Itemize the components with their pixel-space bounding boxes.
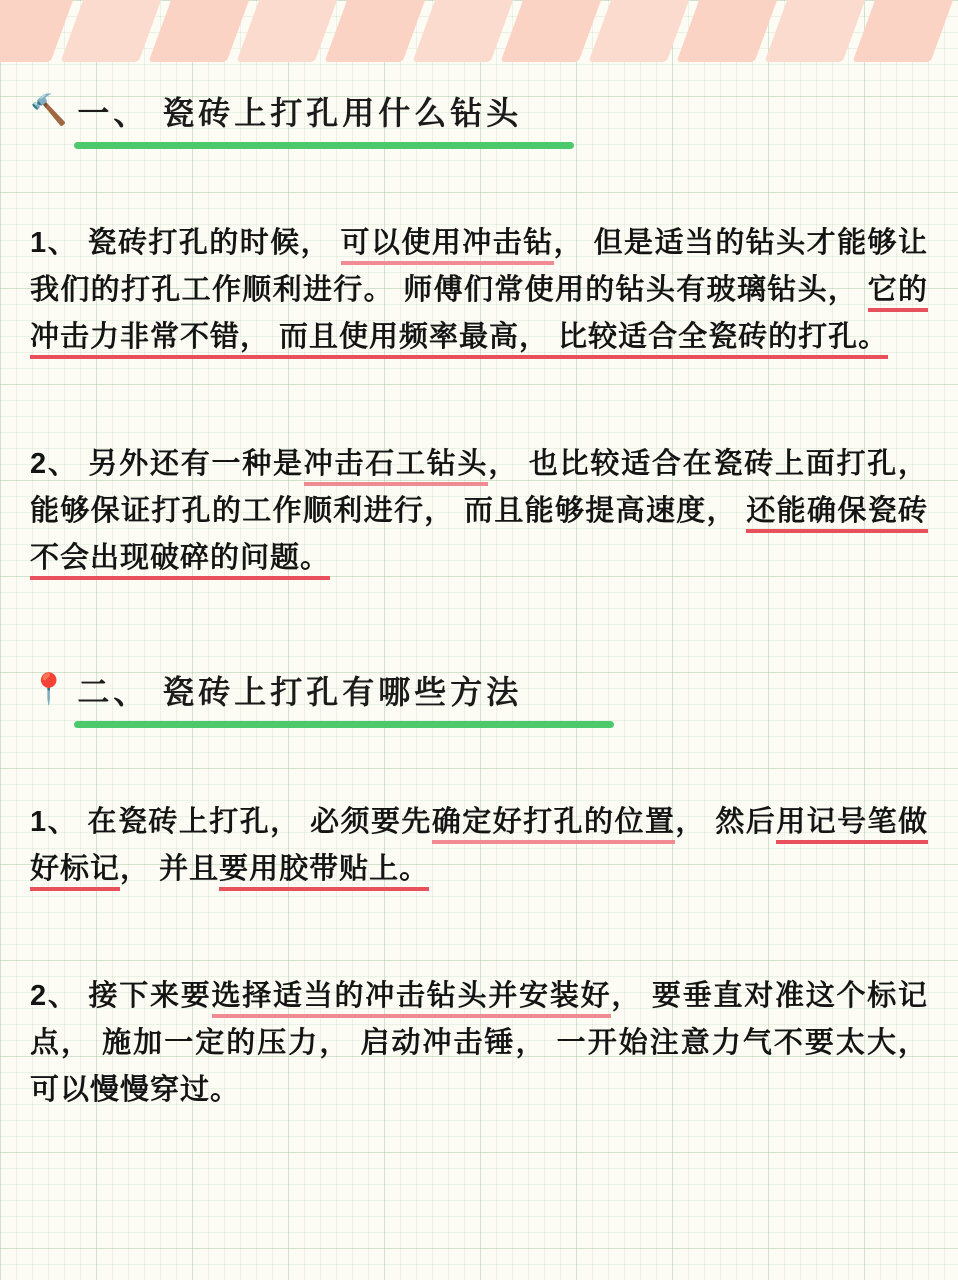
section-2-paragraph-2	[30, 973, 928, 1114]
highlight-run: 选择适当的冲击钻头并安装好	[212, 980, 612, 1018]
text-run: 2、 接下来要	[30, 979, 212, 1012]
hammer-icon: 🔨	[30, 94, 68, 127]
highlight-run: 要用胶带贴上。	[219, 853, 429, 891]
section-1-title: 一、 瓷砖上打孔用什么钻头	[77, 95, 523, 131]
highlight-run: 确定好打孔的位置	[432, 806, 676, 844]
text-run: ， 但是适当的钻头才能够让我们的打孔工作顺利进行。 师傅们常使用的钻头有玻璃钻头，	[30, 227, 928, 306]
text-run: ， 也比较适合在瓷砖上面打孔， 能够保证打孔的工作顺利进行， 而且能够提高速度，	[30, 447, 928, 527]
text-run: ， 并且	[120, 852, 220, 885]
text-run: 2、 另外还有一种是	[30, 447, 304, 480]
highlight-run: 它的冲击力非常不错， 而且使用频率最高， 比较适合全瓷砖的打孔。	[30, 274, 928, 359]
pin-icon: 📍	[30, 672, 68, 706]
section-1-paragraph-2	[30, 441, 928, 582]
highlight-run: 冲击石工钻头	[304, 448, 489, 486]
section-2-heading	[30, 667, 928, 713]
highlight-run: 用记号笔做好标记	[30, 806, 928, 891]
section-2-paragraph-1	[30, 799, 928, 893]
text-run: 1、 在瓷砖上打孔， 必须要先	[30, 805, 432, 838]
section-1-paragraph-1	[30, 220, 928, 361]
text-run: ， 然后	[675, 805, 777, 838]
text-run: ， 要垂直对准这个标记点， 施加一定的压力， 启动冲击锤， 一开始注意力气不要太大， 可以慢慢穿过。	[30, 979, 928, 1106]
section-1-heading	[30, 88, 928, 134]
text-run: 1、 瓷砖打孔的时候，	[30, 227, 341, 259]
section-2-underline	[74, 721, 614, 728]
highlight-run: 可以使用冲击钻	[341, 227, 554, 265]
section-2-title: 二、 瓷砖上打孔有哪些方法	[77, 673, 523, 710]
highlight-run: 还能确保瓷砖不会出现破碎的问题。	[30, 495, 928, 580]
section-1-underline	[74, 142, 574, 149]
